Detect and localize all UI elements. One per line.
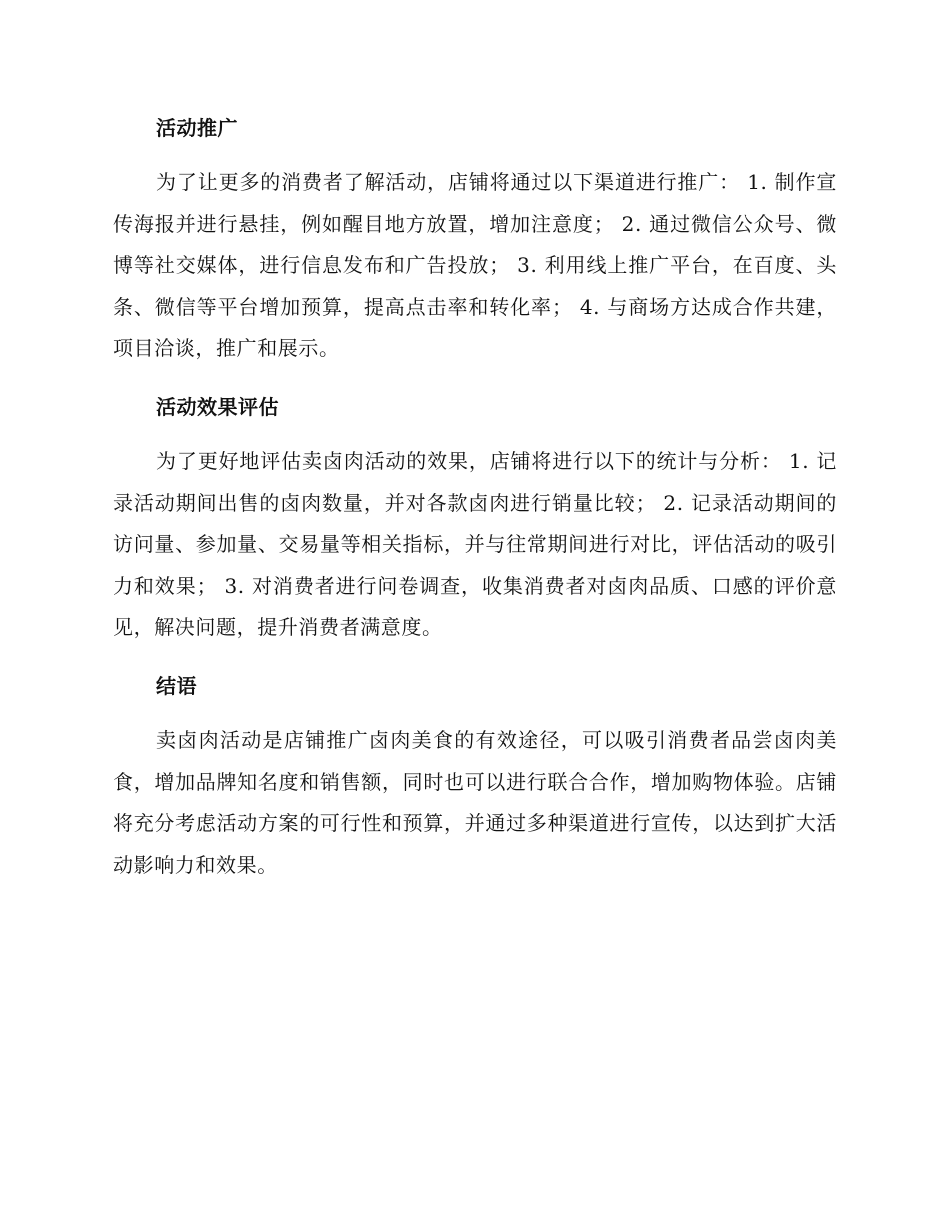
section-body-conclusion: 卖卤肉活动是店铺推广卤肉美食的有效途径，可以吸引消费者品尝卤肉美食，增加品牌知名度和销售额，同时也可以进行联合合作，增加购物体验。店铺将充分考虑活动方案的可行性和预算，并通过多种渠道进行宣传，以达到扩大活动影响力和效果。: [113, 728, 837, 877]
section-heading-promotion: 活动推广: [156, 116, 238, 140]
section-body-evaluation: 为了更好地评估卖卤肉活动的效果，店铺将进行以下的统计与分析： 1. 记录活动期间出售的卤肉数量，并对各款卤肉进行销量比较； 2. 记录活动期间的访问量、参加量、交易量等相关指标，并与往常期间进行对比，评估活动的吸引力和效果； 3. 对消费者进行问卷调查，收集消费者对卤肉品质、口感的评价意见，解决问题，提升消费者满意度。: [113, 449, 837, 639]
section-heading-conclusion: 结语: [156, 674, 197, 698]
section-heading-evaluation: 活动效果评估: [156, 395, 279, 419]
section-body-promotion: 为了让更多的消费者了解活动，店铺将通过以下渠道进行推广： 1. 制作宣传海报并进行悬挂，例如醒目地方放置，增加注意度； 2. 通过微信公众号、微博等社交媒体，进行信息发布和广告投放； 3. 利用线上推广平台，在百度、头条、微信等平台增加预算，提高点击率和转化率； 4. 与商场方达成合作共建，项目洽谈，推广和展示。: [113, 170, 837, 360]
